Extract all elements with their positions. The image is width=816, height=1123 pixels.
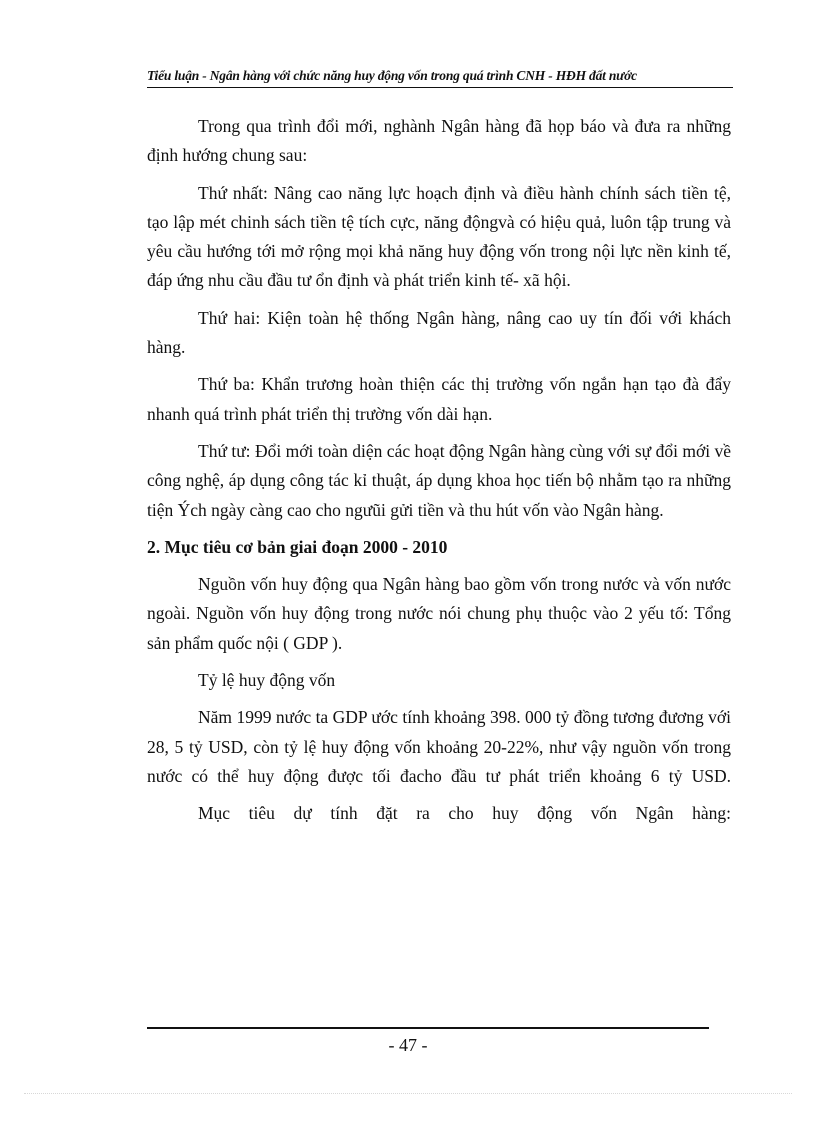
running-header: Tiểu luận - Ngân hàng với chức năng huy động vốn trong quá trình CNH - HĐH đất nước [147, 68, 733, 88]
paragraph-third-direction: Thứ ba: Khẩn trương hoàn thiện các thị trường vốn ngắn hạn tạo đà đẩy nhanh quá trình phát triển thị trường vốn dài hạn. [147, 374, 731, 424]
paragraph-fourth-direction: Thứ tư: Đổi mới toàn diện các hoạt động Ngân hàng cùng với sự đổi mới về công nghệ, áp dụng công tác kỉ thuật, áp dụng khoa học tiến bộ nhằm tạo ra những tiện Ých ngày càng cao cho ngưũi gửi tiền và thu hút vốn vào Ngân hàng. [147, 440, 731, 520]
page-number: - 47 - [388, 1035, 428, 1055]
footer-divider [147, 1027, 709, 1029]
paragraph-targets: Mục tiêu dự tính đặt ra cho huy động vốn Ngân hàng: [198, 803, 731, 824]
page-bottom-border [24, 1093, 792, 1094]
paragraph-capital-sources: Nguồn vốn huy động qua Ngân hàng bao gồm vốn trong nước và vốn nước ngoài. Nguồn vốn huy động trong nước nói chung phụ thuộc vào 2 yếu tố: Tổng sản phẩm quốc nội ( GDP ). [147, 574, 731, 653]
paragraph-mobilization-rate: Tỷ lệ huy động vốn [198, 670, 336, 691]
paragraph-first-direction: Thứ nhất: Nâng cao năng lực hoạch định và điều hành chính sách tiền tệ, tạo lập mét chinh sách tiền tệ tích cực, năng độngvà có hiệu quả, luôn tập trung và yêu cầu hướng tới mở rộng mọi khả năng huy động vốn trong nội lực nền kinh tế, đáp ứng nhu cầu đầu tư ổn định và phát triển kinh tế- xã hội. [147, 182, 731, 291]
paragraph-second-direction: Thứ hai: Kiện toàn hệ thống Ngân hàng, nâng cao uy tín đối với khách hàng. [147, 307, 731, 358]
paragraph-gdp-1999: Năm 1999 nước ta GDP ước tính khoảng 398. 000 tỷ đồng tương đương với 28, 5 tỷ USD, còn tỷ lệ huy động vốn khoảng 20-22%, như vậy nguồn vốn trong nước có thể huy động được tối đacho đầu tư phát triển khoảng 6 tỷ USD. [147, 707, 731, 786]
paragraph-intro: Trong qua trình đổi mới, nghành Ngân hàng đã họp báo và đưa ra những định hướng chung sau: [147, 116, 731, 166]
section-heading: 2. Mục tiêu cơ bản giai đoạn 2000 - 2010 [147, 536, 448, 557]
document-body [147, 112, 731, 837]
